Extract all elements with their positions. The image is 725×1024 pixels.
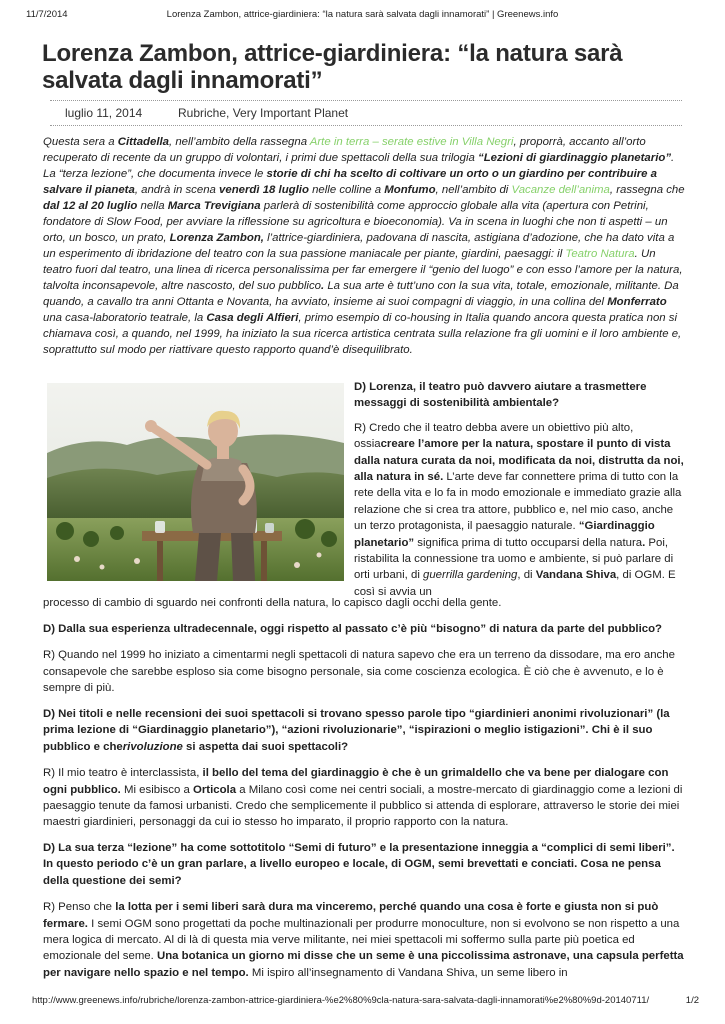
qa-4-section — [43, 840, 687, 981]
answer-italic: guerrilla gardening — [423, 569, 518, 582]
answer-bold: Una botanica un giorno mi disse che un seme è una piccolissima astronave, una capsula perfetta per navigare nello spazio e nel tempo. — [43, 950, 684, 979]
article-intro — [43, 134, 687, 358]
teatro-natura-link[interactable]: Teatro Natura — [565, 248, 635, 260]
intro-text: , primo esempio di co-housing in Italia quando ancora questa pratica non si chiamava così, a quando, nel 1999, ha iniziato la sua ricerca artistica centrata sulla relazione fra gli uomini e il loro ambiente e, soprattutto sul modo per riattivare questo rapporto quand’è disequilibrato. — [43, 312, 682, 356]
intro-bold: Marca Trevigiana — [167, 200, 261, 212]
article-date: luglio 11, 2014 — [65, 106, 143, 120]
question-italic: rivoluzione — [122, 740, 183, 753]
answer-bold: il bello del tema del giardinaggio è che è un grimaldello che va bene per dialogare con ogni pubblico. — [43, 767, 669, 796]
qa-2-section — [43, 621, 687, 697]
intro-text: . Un teatro fuori dal teatro, una linea di ricerca personalissima per far emergere il “genio del luogo” e con esso l’amore per la natura, talvolta inconsapevole, altre nascosto, del suo pubblico — [43, 248, 683, 292]
intro-text: La sua arte è tutt’uno con la sua vita, totale, emozionale, militante. Da quando, a cavallo tra anni Ottanta e Novanta, ha avviato, insieme ai suoi compagni di viaggio, in una collina del — [43, 280, 679, 308]
answer-bold: Vandana Shiva — [535, 569, 617, 582]
question-4: D) La sua terza “lezione” ha come sottotitolo “Semi di futuro” e la presentazione inneggia a “complici di semi liberi”. In questo periodo c’è un gran parlare, a livello europeo e locale, di OGM, semi brevettati e conciati. Cosa ne pensa della questione dei semi? — [43, 842, 675, 887]
answer-2: R) Quando nel 1999 ho iniziato a cimentarmi negli spettacoli di natura sapevo che era un terreno da dissodare, ma ero anche consapevole che sarebbe esploso sia come bisogno personale, sia come coscienza ecologica. È ciò che è avvenuto, e lo è sempre di più. — [43, 649, 675, 695]
intro-text: nella — [137, 200, 168, 212]
intro-text: una casa-laboratorio teatrale, la — [43, 312, 207, 324]
question-2: D) Dalla sua esperienza ultradecennale, oggi rispetto al passato c’è più “bisogno” di natura da parte del pubblico? — [43, 623, 663, 635]
qa-3-section — [43, 706, 687, 831]
answer-text: L’arte deve far connettere prima di tutto con la rete della vita e lo fa in modo emozionale e immediato grazie alla relazione che si crea tra attore, pubblico e, nel mio caso, anche un terzo protagonista, il paesaggio naturale. — [354, 471, 682, 533]
answer-text: R) Penso che — [43, 901, 116, 914]
answer-text: , di — [517, 569, 536, 582]
intro-text: , nell’ambito della rassegna — [169, 136, 310, 148]
intro-text: nelle colline a — [308, 184, 385, 196]
vacanze-anima-link[interactable]: Vacanze dell’anima — [511, 184, 610, 196]
page-url-link[interactable]: http://www.greenews.info/rubriche/lorenza-zambon-attrice-giardiniera-%e2%80%9cla-natura-sara-salvata-dagli-innamorati%e2%80%9d-20140711/ — [32, 995, 650, 1006]
intro-bold: Monfumo — [384, 184, 436, 196]
question-3 — [43, 706, 687, 755]
article-photo — [47, 383, 344, 581]
answer-text: Mi ispiro all’insegnamento di Vandana Shiva, un seme libero in — [248, 966, 568, 979]
answer-text: Poi, ristabilita la connessione tra uomo e ambiente, si può parlare di orti urbani, di — [354, 536, 674, 582]
arte-in-terra-link[interactable]: Arte in terra – serate estive in Villa Negri — [309, 136, 514, 148]
intro-bold: Casa degli Alfieri — [206, 312, 299, 324]
question-text: si aspetta dai suoi spettacoli? — [182, 740, 349, 753]
intro-text: , proporrà, accanto all’orto recuperato di recente da un gruppo di volontari, i primi due spettacoli della sua trilogia — [43, 136, 646, 164]
question-text: D) Nei titoli e nelle recensioni dei suoi spettacoli si trovano spesso parole tipo “giardinieri anonimi rivoluzionari” (la prima lezione di “Giardinaggio planetario”), “azioni rivoluzionarie”, “ispirazioni o meglio istigazioni”. Chi è il suo pubblico e che — [43, 708, 670, 753]
answer-4 — [43, 899, 687, 981]
intro-text: . La “terza lezione”, che documenta invece le — [43, 152, 675, 180]
intro-bold: Lorenza Zambon, — [169, 232, 264, 244]
intro-bold: dal 12 al 20 luglio — [43, 200, 138, 212]
intro-bold: Cittadella — [117, 136, 169, 148]
answer-text: R) Il mio teatro è interclassista, — [43, 767, 203, 780]
print-date: 11/7/2014 — [26, 9, 68, 20]
intro-text: , andrà in scena — [134, 184, 220, 196]
intro-bold: . — [320, 280, 325, 292]
intro-bold: storie di chi ha scelto di coltivare un orto o un giardino per contribuire a salvare il pianeta — [43, 168, 658, 196]
answer-1-continued: processo di cambio di sguardo nei confronti della natura, lo capisco dagli occhi della gente. — [43, 597, 502, 609]
answer-1 — [354, 420, 684, 600]
intro-bold: venerdì 18 luglio — [219, 184, 309, 196]
intro-bold: Monferrato — [607, 296, 667, 308]
article-categories-link[interactable]: Rubriche, Very Important Planet — [178, 106, 349, 120]
question-1: D) Lorenza, il teatro può davvero aiutare a trasmettere messaggi di sostenibilità ambientale? — [354, 381, 647, 410]
answer-text: R) Credo che il teatro debba avere un obiettivo più alto, ossia — [354, 421, 634, 451]
answer-bold: . — [642, 536, 646, 549]
answer-bold: Orticola — [193, 783, 237, 796]
article-title: Lorenza Zambon, attrice-giardiniera: “la natura sarà salvata dagli innamorati” — [42, 40, 623, 94]
intro-text: , nell’ambito di — [435, 184, 512, 196]
intro-bold: “Lezioni di giardinaggio planetario” — [478, 152, 672, 164]
article-meta — [50, 100, 682, 126]
answer-text: significa prima di tutto occuparsi della natura — [414, 536, 643, 549]
intro-text: Questa sera a — [43, 136, 118, 148]
intro-text: l’attrice-giardiniera, padovana di nascita, astigiana d’adozione, che ha dato vita a un esperimento di ibridazione del teatro con la sua passione maniacale per piante, giardini, paesaggi: il — [43, 232, 675, 260]
answer-text: , di OGM. E così si avvia un — [354, 569, 676, 598]
answer-text: a Milano così come nei centri sociali, a mostre-mercato di giardinaggio come a lezioni di paesaggio tenute da famosi urbanisti. Credo che semplicemente il pubblico si attenda di esplorare, attraverso le storie dei miei maestri giardinieri, personaggi da cui io stesso ho imparato, il proprio rapporto con la natura. — [43, 783, 683, 829]
print-header — [26, 9, 699, 21]
page-number: 1/2 — [685, 995, 699, 1006]
answer-bold: “Giardinaggio planetario” — [354, 520, 655, 549]
answer-bold: la lotta per i semi liberi sarà dura ma vinceremo, perché quando una cosa è forte e giusta non si può fermare. — [43, 901, 659, 930]
answer-bold: creare l’amore per la natura, spostare il punto di vista dalla natura curata da noi, modificata da noi, distrutta da noi, alla natura in sé. — [354, 438, 684, 484]
qa-1-section — [354, 379, 684, 600]
photo-illustration — [47, 383, 344, 581]
answer-text: I semi OGM sono progettati da poche multinazionali per produrre monoculture, non si evolvono se non rispetto a una mera logica di mercato. Al di là di questa mia verve militante, nei miei spettacoli mi soffermo sulla parte più poetica ed emozionale del seme. — [43, 917, 680, 963]
answer-3 — [43, 765, 687, 831]
answer-text: Mi esibisco a — [120, 783, 193, 796]
intro-text: , rassegna che — [609, 184, 685, 196]
print-document-title: Lorenza Zambon, attrice-giardiniera: “la natura sarà salvata dagli innamorati” | Greenews.info — [166, 9, 559, 20]
intro-text: parlerà di sostenibilità come approccio globale alla vita (apertura con Petrini, fondatore di Slow Food, per avviare la riflessione su agricoltura e bioeconomia). Va in scena in luoghi che non ti aspetti – un orto, un bosco, un prato, — [43, 200, 668, 244]
